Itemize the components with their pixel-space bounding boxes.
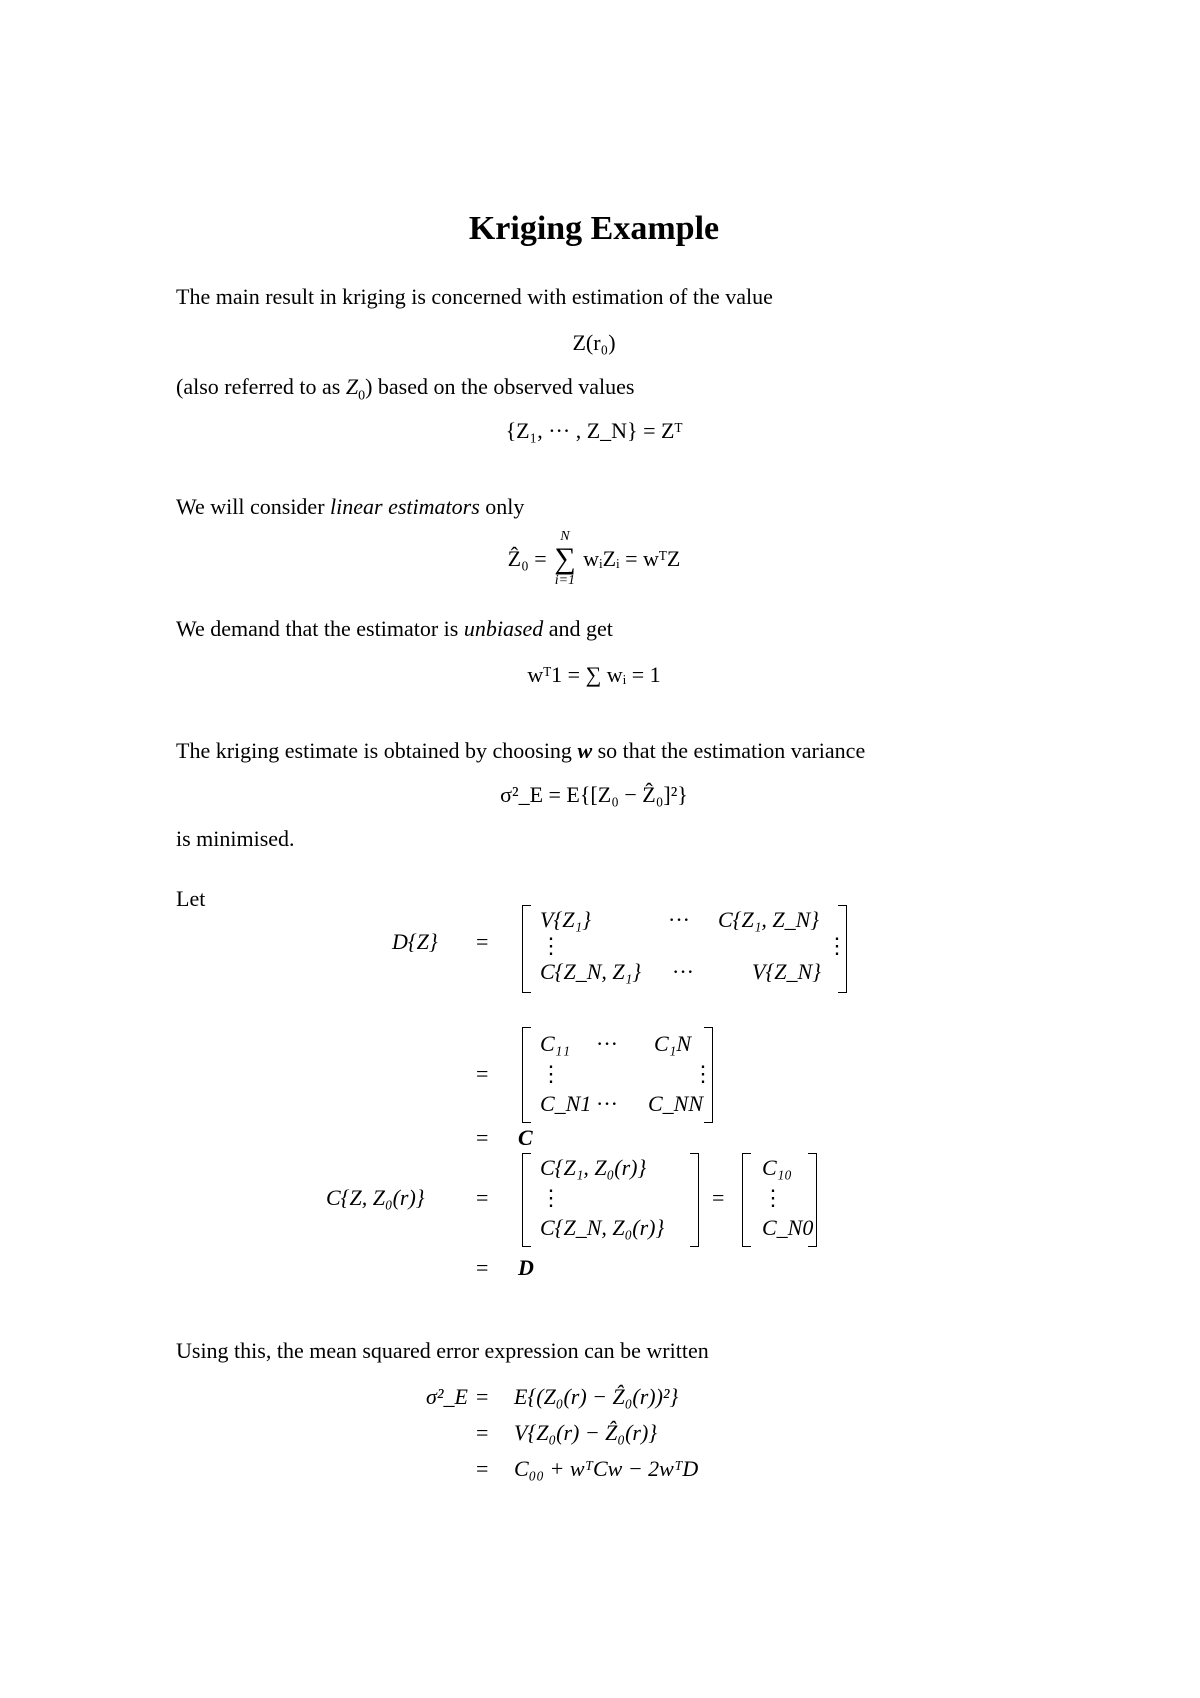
matrix2-cell: C_NN	[648, 1091, 704, 1116]
paragraph-kriging-part-a: The kriging estimate is obtained by choosing	[176, 738, 578, 763]
mse-line-2: V{Z₀(r) − Ẑ₀(r)}	[514, 1420, 658, 1445]
matrix2-cell: C₁N	[654, 1031, 691, 1056]
estimator-lhs: Ẑ₀ =	[507, 546, 547, 571]
matrix2-cell: C₁₁	[540, 1031, 570, 1056]
paragraph-observed-symbol: Z	[345, 374, 359, 399]
matrix1-cell: ···	[668, 907, 690, 932]
paragraph-linear-part-a: We will consider	[176, 494, 331, 519]
equals-sign: =	[712, 1185, 725, 1210]
matrix-lhs-dz: D{Z}	[392, 929, 438, 954]
paragraph-linear-part-b: only	[479, 494, 525, 519]
paragraph-unbiased-part-b: and get	[543, 616, 613, 641]
matrix1-cell: C{Z_N, Z₁}	[540, 959, 642, 984]
matrix1-cell: ⋮	[540, 933, 562, 958]
equals-sign: =	[476, 1420, 489, 1445]
matrix1-left-bracket	[522, 905, 531, 993]
equals-sign: =	[476, 1185, 489, 1210]
matrix1-right-bracket	[838, 905, 847, 993]
equals-sign: =	[476, 1456, 489, 1481]
equation-observed-vector: {Z₁, ··· , Z_N} = Zᵀ	[505, 418, 683, 443]
matrix4-left-bracket	[742, 1153, 751, 1247]
mse-line-1: E{(Z₀(r) − Ẑ₀(r))²}	[514, 1384, 679, 1409]
matrix2-cell: ···	[596, 1031, 618, 1056]
equation-unbiased: wᵀ1 = ∑ wᵢ = 1	[527, 662, 661, 687]
paragraph-unbiased	[176, 616, 613, 642]
matrix2-cell: ···	[596, 1091, 618, 1116]
paragraph-mse: Using this, the mean squared error expression can be written	[176, 1338, 709, 1363]
symbol-c: C	[518, 1125, 533, 1150]
matrix2-cell: ⋮	[540, 1061, 562, 1086]
paragraph-kriging-part-b: so that the estimation variance	[592, 738, 866, 763]
matrix1-cell: ···	[672, 959, 694, 984]
sum-symbol: N ∑ i=1	[554, 529, 576, 588]
paragraph-intro: The main result in kriging is concerned with estimation of the value	[176, 284, 773, 309]
estimator-rhs: wᵢZᵢ = wᵀZ	[583, 546, 681, 571]
matrix3-cell: C{Z_N, Z₀(r)}	[540, 1215, 665, 1240]
matrix3-cell: ⋮	[540, 1185, 562, 1210]
equals-sign: =	[476, 1255, 489, 1280]
matrix3-left-bracket	[522, 1153, 531, 1247]
paragraph-unbiased-emph: unbiased	[463, 616, 544, 641]
mse-lhs: σ²_E	[426, 1384, 468, 1409]
matrix1-cell: ⋮	[826, 933, 848, 958]
matrix4-cell: C_N0	[762, 1215, 814, 1240]
equals-sign: =	[476, 1384, 489, 1409]
matrix-definitions	[0, 907, 1200, 1280]
page-title: Kriging Example	[468, 210, 720, 247]
matrix2-left-bracket	[522, 1027, 531, 1123]
paragraph-linear	[176, 494, 524, 520]
equals-sign: =	[476, 929, 489, 954]
matrix2-cell: C_N1	[540, 1091, 592, 1116]
matrix3-right-bracket	[690, 1153, 699, 1247]
symbol-d: D	[518, 1255, 534, 1280]
paragraph-let: Let	[176, 886, 206, 911]
matrix1-cell: C{Z₁, Z_N}	[718, 907, 820, 932]
equals-sign: =	[476, 1125, 489, 1150]
paragraph-observed-part-a: (also referred to as	[176, 374, 346, 399]
matrix-lhs-cz: C{Z, Z₀(r)}	[326, 1185, 425, 1210]
matrix1-cell: V{Z₁}	[540, 907, 591, 932]
mse-line-3: C₀₀ + wᵀCw − 2wᵀD	[514, 1456, 699, 1481]
matrix4-right-bracket	[808, 1153, 817, 1247]
matrix1-cell: V{Z_N}	[752, 959, 821, 984]
sum-lower-limit: i=1	[554, 573, 576, 588]
matrix2-right-bracket	[704, 1027, 713, 1123]
paragraph-kriging-symbol: w	[577, 738, 593, 763]
matrix4-cell: ⋮	[762, 1185, 784, 1210]
equation-linear-estimator	[0, 530, 1188, 588]
paragraph-minimised: is minimised.	[176, 826, 295, 851]
paragraph-observed: (also referred to as $Z_0$) based on the observed values	[176, 374, 635, 404]
matrix2-cell: ⋮	[692, 1061, 714, 1086]
paragraph-linear-emph: linear estimators	[330, 494, 480, 519]
paragraph-kriging-estimate	[176, 738, 865, 764]
paragraph-unbiased-part-a: We demand that the estimator is	[176, 616, 464, 641]
equation-estimation-variance: σ²_E = E{[Z₀ − Ẑ₀]²}	[500, 782, 688, 807]
equation-z-r0: Z(r₀)	[572, 330, 616, 355]
matrix3-cell: C{Z₁, Z₀(r)}	[540, 1155, 647, 1180]
paragraph-observed-part-b: ) based on the observed values	[365, 374, 635, 399]
equals-sign: =	[476, 1061, 489, 1086]
matrix4-cell: C₁₀	[762, 1155, 792, 1180]
sum-upper-limit: N	[560, 529, 570, 544]
